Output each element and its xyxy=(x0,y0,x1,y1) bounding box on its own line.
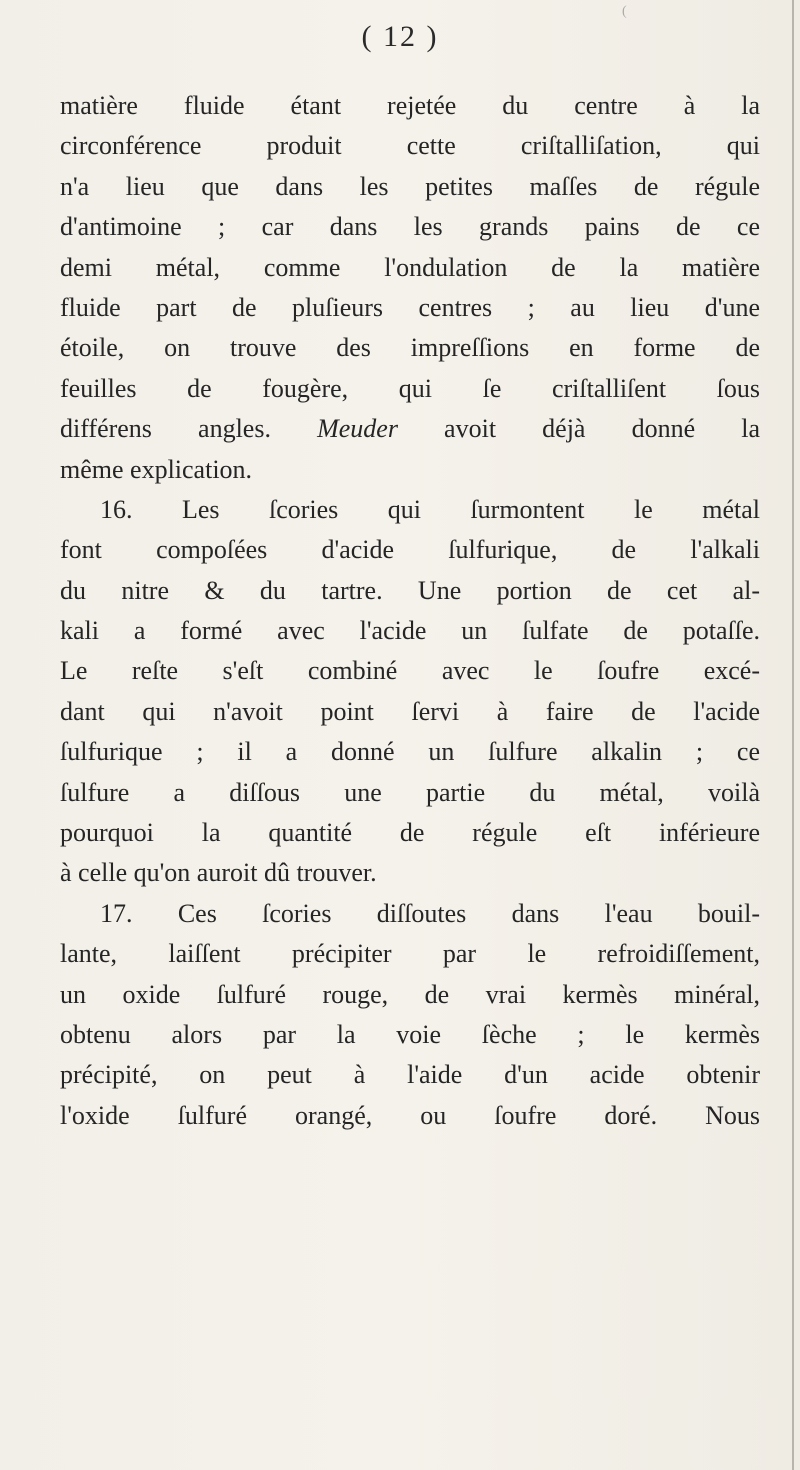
text-line: l'oxide ſulfuré orangé, ou ſoufre doré. Nous xyxy=(60,1100,760,1130)
paragraph-start-16: 16. Les ſcories qui ſurmontent le métal xyxy=(100,494,760,524)
text-line: dant qui n'avoit point ſervi à faire de l'acide xyxy=(60,696,760,726)
text-line: lante, laiſſent précipiter par le refroidiſſement, xyxy=(60,939,760,969)
text-line: à celle qu'on auroit dû trouver. xyxy=(60,858,377,888)
text-line: du nitre & du tartre. Une portion de cet al- xyxy=(60,575,760,605)
text-line: kali a formé avec l'acide un ſulfate de potaſſe. xyxy=(60,616,760,646)
text-line: ſulfure a diſſous une partie du métal, voilà xyxy=(60,777,760,807)
text-line: demi métal, comme l'ondulation de la matière xyxy=(60,252,760,282)
author-name: Meuder xyxy=(317,414,398,444)
text-line: pourquoi la quantité de régule eſt inférieure xyxy=(60,818,760,848)
text-line: feuilles de fougère, qui ſe criſtalliſent ſous xyxy=(60,373,760,403)
paragraph-start-17: 17. Ces ſcories diſſoutes dans l'eau bouil- xyxy=(100,898,760,928)
text-line: différens angles. Meuder avoit déjà donné la xyxy=(60,409,760,449)
text-line: précipité, on peut à l'aide d'un acide obtenir xyxy=(60,1060,760,1090)
text-line: matière fluide étant rejetée du centre à la xyxy=(60,91,760,120)
page-number: ( 12 ) xyxy=(361,20,439,53)
text-line: n'a lieu que dans les petites maſſes de régule xyxy=(60,171,760,201)
text-line: ſulfurique ; il a donné un ſulfure alkalin ; ce xyxy=(60,737,760,767)
text-line: font compoſées d'acide ſulfurique, de l'alkali xyxy=(60,535,760,565)
text-line: circonférence produit cette criſtalliſation, qui xyxy=(60,131,760,161)
text-line: un oxide ſulfuré rouge, de vrai kermès minéral, xyxy=(60,979,760,1009)
page-edge xyxy=(792,0,794,1470)
text-line: même explication. xyxy=(60,454,253,484)
text-line: Le reſte s'eſt combiné avec le ſoufre excé- xyxy=(60,656,760,686)
text-line: étoile, on trouve des impreſſions en forme de xyxy=(60,333,760,363)
text-line: fluide part de pluſieurs centres ; au lieu d'une xyxy=(60,292,760,322)
text-line: d'antimoine ; car dans les grands pains de ce xyxy=(60,212,760,242)
text-line: obtenu alors par la voie ſèche ; le kermès xyxy=(60,1019,760,1049)
corner-mark: ( xyxy=(622,4,627,19)
body-text xyxy=(60,86,760,1136)
